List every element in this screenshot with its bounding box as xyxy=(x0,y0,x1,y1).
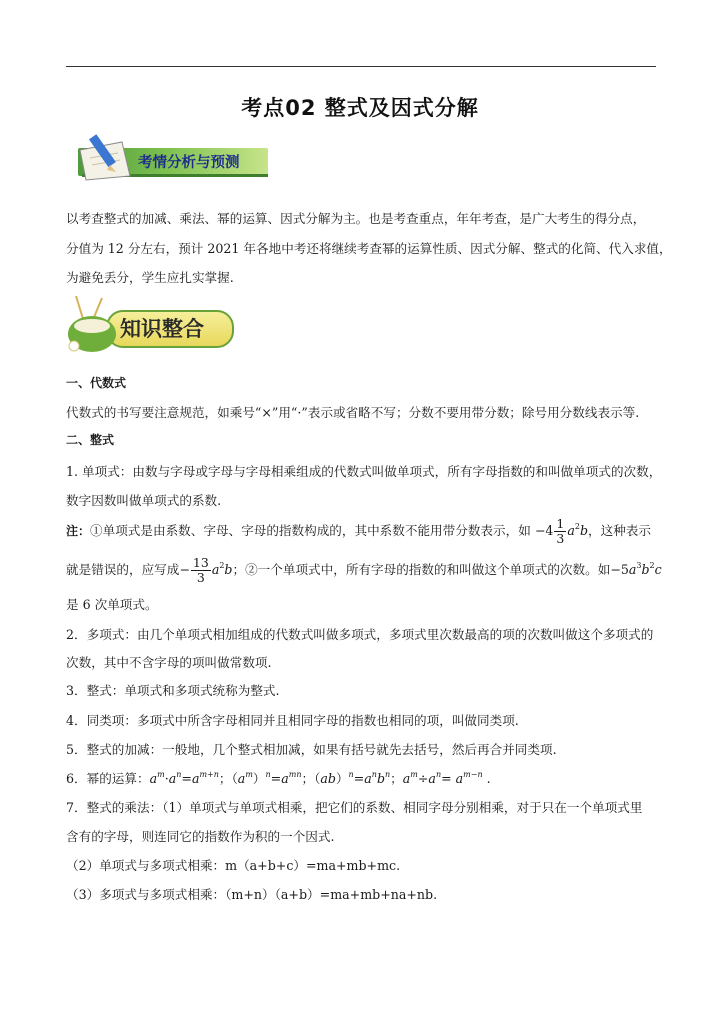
item1-line-1: 1. 单项式：由数与字母或字母与字母相乘组成的代数式叫做单项式，所有字母指数的和叫做单项式的次数， xyxy=(66,464,662,479)
power-rule-formulas: $a^m\cdot a^n=a^{m+n}$；$(a^m)^n=a^{mn}$；$(ab)^n=a^nb^n$；$a^m\div a^n= a^{m-n}$ . xyxy=(149,770,491,786)
item1-line-2: 数字因数叫做单项式的系数. xyxy=(66,493,222,508)
section1-body: 代数式的书写要注意规范，如乘号“×”用“·”表示或省略不写；分数不要用带分数；除号用分数线表示等. xyxy=(66,405,640,420)
item6-power-rules: 6．幂的运算：$a^m\cdot a^n=a^{m+n}$；$(a^m)^n=a^{mn}$；$(ab)^n=a^nb^n$；$a^m\div a^n= a^{m-n}$ . xyxy=(66,770,491,786)
intro-line-3: 为避免丢分，学生应扎实掌握. xyxy=(66,270,234,285)
item2-line-1: 2．多项式：由几个单项式相加组成的代数式叫做多项式，多项式里次数最高的项的次数叫做这个多项式的 xyxy=(66,627,654,642)
note-line-1: 注：①单项式是由系数、字母、字母的指数构成的，其中系数不能用带分数表示，如 −4 $\frac{1}{3}$ $a^2b$，这种表示 xyxy=(66,516,651,546)
item3: 3．整式：单项式和多项式统称为整式. xyxy=(66,683,280,698)
page-title: 考点02 整式及因式分解 xyxy=(241,96,479,120)
analysis-banner xyxy=(72,132,272,182)
knowledge-banner-label: 知识整合 xyxy=(120,317,204,341)
intro-line-1: 以考查整式的加减、乘法、幂的运算、因式分解为主。也是考查重点，年年考查，是广大考生的得分点， xyxy=(66,211,646,226)
item4: 4．同类项：多项式中所含字母相同并且相同字母的指数也相同的项，叫做同类项. xyxy=(66,713,519,728)
item7-line-2: 含有的字母，则连同它的指数作为积的一个因式. xyxy=(66,829,335,844)
note-line-2: 就是错误的，应写成− $\frac{13}{3}$ $a^2b$；②一个单项式中，所有字母的指数的和叫做这个单项式的次数。如$-5a^3b^2c$ xyxy=(66,555,662,585)
item2-line-2: 次数，其中不含字母的项叫做常数项. xyxy=(66,655,272,670)
improper-fraction-example: − $\frac{13}{3}$ $a^2b$ xyxy=(179,555,233,585)
analysis-banner-label: 考情分析与预测 xyxy=(138,155,240,171)
note-line-3: 是 6 次单项式。 xyxy=(66,597,158,612)
item7-sub-2: （2）单项式与多项式相乘：m（a+b+c）=ma+mb+mc. xyxy=(66,858,401,873)
note-label: 注： xyxy=(66,524,91,538)
degree-example: $-5a^3b^2c$ xyxy=(610,561,662,577)
intro-line-2: 分值为 12 分左右，预计 2021 年各地中考还将继续考查幂的运算性质、因式分解、整式的化简、代入求值， xyxy=(66,241,672,256)
item5: 5．整式的加减：一般地，几个整式相加减，如果有括号就先去括号，然后再合并同类项. xyxy=(66,742,557,757)
mixed-number-example: −4 $\frac{1}{3}$ $a^2b$ xyxy=(534,516,589,546)
pencil-paper-icon xyxy=(72,132,142,182)
section-heading-algebraic-expression: 一、代数式 xyxy=(66,376,127,390)
item7-sub-3: （3）多项式与多项式相乘：（m+n）（a+b）=ma+mb+na+nb. xyxy=(66,887,438,902)
section-heading-polynomial: 二、整式 xyxy=(66,433,115,447)
header-rule xyxy=(66,66,656,67)
item7-line-1: 7．整式的乘法：（1）单项式与单项式相乘，把它们的系数、相同字母分别相乘，对于只在一个单项式里 xyxy=(66,800,643,815)
knowledge-banner xyxy=(62,292,232,356)
